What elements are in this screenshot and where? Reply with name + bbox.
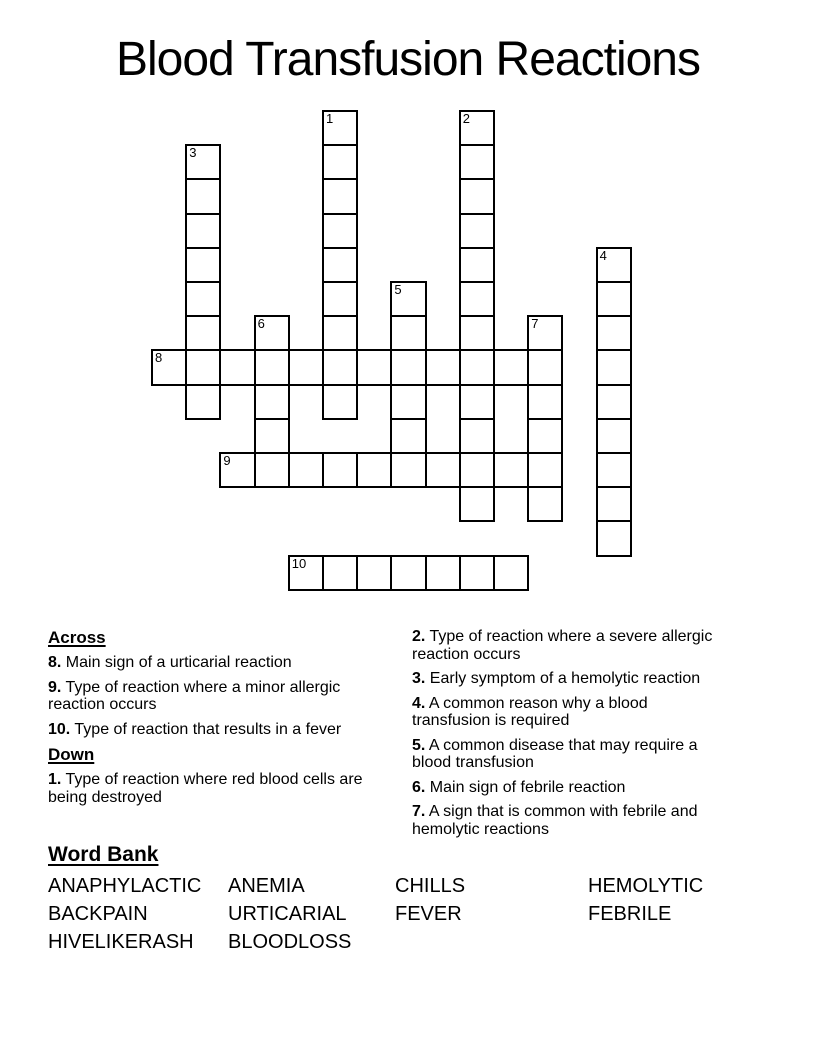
- word-bank-word: CHILLS: [395, 875, 466, 897]
- clue-number: 6.: [412, 778, 426, 796]
- grid-cell: [596, 520, 632, 556]
- grid-cell: [390, 315, 426, 351]
- clue-text: Type of reaction where red blood cells are being destroyed: [48, 771, 363, 806]
- clue-text: Type of reaction where a minor allergic reaction occurs: [48, 678, 341, 713]
- grid-cell: [322, 178, 358, 214]
- grid-cell: [322, 349, 358, 385]
- grid-cell: [459, 486, 495, 522]
- clue-number: 2.: [412, 628, 426, 645]
- grid-cell: [390, 418, 426, 454]
- puzzle-title: Blood Transfusion Reactions: [115, 33, 700, 86]
- clues-left-column: [48, 628, 390, 813]
- grid-cell: [185, 144, 221, 180]
- grid-cell: [254, 418, 290, 454]
- grid-cell: [390, 452, 426, 488]
- grid-cell: [322, 281, 358, 317]
- word-bank-column: [228, 872, 351, 956]
- grid-cell: [390, 384, 426, 420]
- grid-cell: [254, 315, 290, 351]
- grid-cell: [322, 110, 358, 146]
- crossword-grid: [151, 110, 632, 591]
- grid-cell: [459, 144, 495, 180]
- grid-cell: [322, 384, 358, 420]
- grid-cell-number: 5: [394, 282, 402, 297]
- grid-cell: [459, 178, 495, 214]
- clue-text: A sign that is common with febrile and hemolytic reactions: [412, 803, 698, 838]
- clue-1: [48, 771, 390, 806]
- grid-cell: [527, 486, 563, 522]
- clue-4: [412, 695, 728, 730]
- word-bank-word: URTICARIAL: [228, 903, 347, 925]
- clue-number: 10.: [48, 720, 71, 738]
- grid-cell: [185, 315, 221, 351]
- clue-text: Main sign of a urticarial reaction: [61, 654, 292, 671]
- clue-number: 1.: [48, 771, 62, 788]
- clue-9: [48, 679, 390, 714]
- clue-5: [412, 737, 728, 772]
- clue-number: 8.: [48, 654, 62, 671]
- grid-cell: [459, 213, 495, 249]
- grid-cell: [527, 384, 563, 420]
- clue-number: 9.: [48, 678, 62, 696]
- word-bank-word: FEBRILE: [588, 903, 672, 925]
- clues-section-header-down: Down: [48, 745, 95, 764]
- grid-cell: [459, 555, 495, 591]
- grid-cell: [356, 555, 392, 591]
- word-bank-column: [395, 872, 465, 928]
- clue-6: [412, 779, 728, 797]
- clue-text: Early symptom of a hemolytic reaction: [425, 670, 701, 687]
- grid-cell: [459, 110, 495, 146]
- clue-number: 5.: [412, 736, 426, 754]
- clue-number: 4.: [412, 694, 426, 712]
- grid-cell: [459, 418, 495, 454]
- word-bank-word: BACKPAIN: [48, 903, 148, 925]
- clue-8: [48, 654, 390, 672]
- grid-cell: [493, 349, 529, 385]
- word-bank-word: HIVELIKERASH: [48, 931, 194, 953]
- clue-number: 7.: [412, 803, 426, 820]
- grid-cell: [459, 452, 495, 488]
- word-bank-word: BLOODLOSS: [228, 931, 352, 953]
- word-bank-word: HEMOLYTIC: [588, 875, 704, 897]
- grid-cell: [322, 555, 358, 591]
- clue-text: Type of reaction that results in a fever: [70, 720, 342, 738]
- grid-cell: [322, 452, 358, 488]
- grid-cell-number: 8: [155, 350, 163, 366]
- grid-cell: [254, 384, 290, 420]
- grid-cell-number: 9: [223, 453, 231, 468]
- grid-cell-number: 6: [257, 316, 265, 332]
- grid-cell: [459, 349, 495, 385]
- grid-cell: [185, 281, 221, 317]
- grid-cell: [185, 247, 221, 283]
- grid-cell: [185, 349, 221, 385]
- grid-cell: [185, 213, 221, 249]
- grid-cell-number: 3: [189, 145, 197, 161]
- grid-cell: [493, 555, 529, 591]
- grid-cell-number: 10: [291, 555, 307, 571]
- grid-cell: [322, 315, 358, 351]
- grid-cell: [288, 555, 324, 591]
- grid-cell: [219, 452, 255, 488]
- grid-cell: [527, 349, 563, 385]
- grid-cell: [459, 384, 495, 420]
- grid-cell: [322, 144, 358, 180]
- grid-cell: [390, 349, 426, 385]
- grid-cell: [356, 452, 392, 488]
- grid-cell: [288, 349, 324, 385]
- clue-3: [412, 670, 728, 688]
- grid-cell: [322, 213, 358, 249]
- grid-cell: [288, 452, 324, 488]
- word-bank-column: [48, 872, 201, 956]
- grid-cell: [185, 384, 221, 420]
- word-bank-column: [588, 872, 703, 928]
- grid-cell: [254, 349, 290, 385]
- grid-cell-number: 1: [326, 111, 334, 126]
- grid-cell: [219, 349, 255, 385]
- word-bank: [48, 872, 788, 968]
- grid-cell: [596, 418, 632, 454]
- grid-cell: [425, 349, 461, 385]
- grid-cell: [254, 452, 290, 488]
- grid-cell: [596, 349, 632, 385]
- grid-cell: [425, 452, 461, 488]
- word-bank-word: FEVER: [395, 903, 462, 925]
- clue-number: 3.: [412, 670, 426, 687]
- grid-cell: [596, 247, 632, 283]
- grid-cell-number: 2: [462, 111, 471, 126]
- grid-cell: [356, 349, 392, 385]
- grid-cell: [459, 315, 495, 351]
- clue-2: [412, 628, 728, 663]
- grid-cell: [596, 486, 632, 522]
- grid-cell: [493, 452, 529, 488]
- clue-text: A common reason why a blood transfusion is required: [412, 694, 648, 729]
- clue-text: A common disease that may require a blood transfusion: [412, 736, 698, 771]
- grid-cell: [527, 418, 563, 454]
- grid-cell-number: 4: [599, 247, 607, 263]
- grid-cell: [390, 555, 426, 591]
- clue-10: [48, 721, 390, 739]
- clues-right-column: [412, 628, 728, 845]
- word-bank-word: ANAPHYLACTIC: [48, 875, 202, 897]
- grid-cell: [151, 349, 187, 385]
- grid-cell: [390, 281, 426, 317]
- grid-cell: [596, 452, 632, 488]
- grid-cell: [185, 178, 221, 214]
- grid-cell: [425, 555, 461, 591]
- grid-cell: [322, 247, 358, 283]
- clue-text: Main sign of febrile reaction: [425, 778, 626, 796]
- word-bank-header: Word Bank: [48, 843, 159, 866]
- grid-cell: [596, 281, 632, 317]
- grid-cell: [596, 384, 632, 420]
- clue-text: Type of reaction where a severe allergic reaction occurs: [412, 628, 713, 663]
- grid-cell: [527, 452, 563, 488]
- grid-cell: [596, 315, 632, 351]
- word-bank-word: ANEMIA: [228, 875, 305, 897]
- grid-cell: [459, 281, 495, 317]
- clues-section-header-across: Across: [48, 628, 106, 647]
- grid-cell: [527, 315, 563, 351]
- clue-7: [412, 803, 728, 838]
- grid-cell: [459, 247, 495, 283]
- grid-cell-number: 7: [531, 316, 539, 332]
